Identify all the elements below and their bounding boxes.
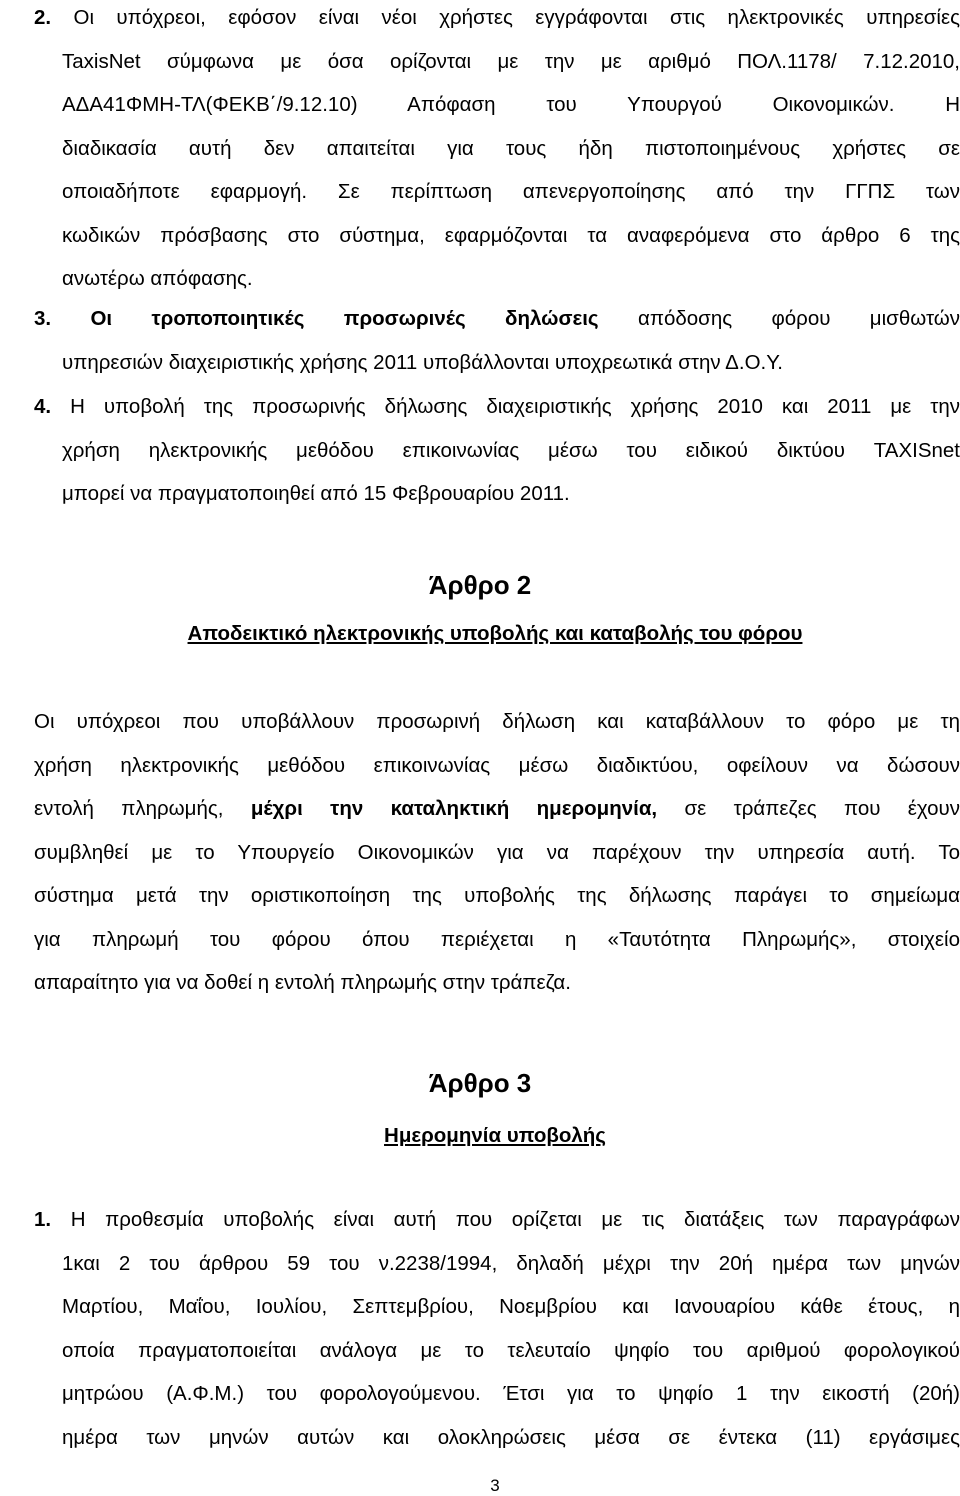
item-4-line-2: χρήση ηλεκτρονικής μεθόδου επικοινωνίας μέσω του ειδικού δικτύου TAXISnet <box>62 438 960 462</box>
article-3-line-1: 1. Η προθεσμία υποβολής είναι αυτή που ορίζεται με τις διατάξεις των παραγράφων <box>34 1208 960 1231</box>
item-3-line-2: υπηρεσιών διαχειριστικής χρήσης 2011 υποβάλλονται υποχρεωτικά στην Δ.Ο.Υ. <box>62 350 783 374</box>
page-number: 3 <box>490 1476 500 1495</box>
item-2-line-1: 2. Οι υπόχρεοι, εφόσον είναι νέοι χρήστες εγγράφονται στις ηλεκτρονικές υπηρεσίες <box>34 6 960 29</box>
item-2-line-5: οποιαδήποτε εφαρμογή. Σε περίπτωση απενεργοποίησης από την ΓΓΠΣ των <box>62 180 960 203</box>
deadline-emphasis: μέχρι την καταληκτική ημερομηνία, <box>250 797 658 820</box>
article-2-line-4: συμβληθεί με το Υπουργείο Οικονομικών για να παρέχουν την υπηρεσία αυτή. Το <box>34 840 960 864</box>
item-3-line-1: 3. Οι τροποποιητικές προσωρινές δηλώσεις απόδοσης φόρου μισθωτών <box>34 307 960 330</box>
item-4-paragraph <box>34 385 960 516</box>
article-3-title: Άρθρο 3 <box>428 1068 532 1098</box>
item-2-line-4: διαδικασία αυτή δεν απαιτείται για τους ήδη πιστοποιημένους χρήστες σε <box>62 136 960 160</box>
article-2-subtitle: Αποδεικτικό ηλεκτρονικής υποβολής και καταβολής του φόρου <box>187 622 803 645</box>
item-3-bold-lead: Οι τροποποιητικές προσωρινές δηλώσεις <box>90 307 599 330</box>
article-3-line-4: οποία πραγματοποιείται ανάλογα με το τελευταίο ψηφίο του αριθμού φορολογικού <box>62 1338 960 1362</box>
article-3-line-5: μητρώου (Α.Φ.Μ.) του φορολογούμενου. Έτσι για το ψηφίο 1 την εικοστή (20ή) <box>62 1382 960 1405</box>
article-2-paragraph <box>34 700 960 1005</box>
article-3-line-3: Μαρτίου, Μαΐου, Ιουλίου, Σεπτεμβρίου, Νοεμβρίου και Ιανουαρίου κάθε έτους, η <box>62 1295 960 1318</box>
item-4-number: 4. <box>34 395 52 418</box>
article-2-line-7: απαραίτητο για να δοθεί η εντολή πληρωμής στην τράπεζα. <box>34 971 571 994</box>
article-2-line-1: Οι υπόχρεοι που υποβάλλουν προσωρινή δήλωση και καταβάλλουν το φόρο με τη <box>34 710 960 733</box>
article-3-line-6: ημέρα των μηνών αυτών και ολοκληρώσεις μέσα σε έντεκα (11) εργάσιμες <box>62 1425 960 1449</box>
article-3-item-number: 1. <box>34 1208 52 1231</box>
item-3-paragraph <box>34 297 960 384</box>
article-3-line-2: 1και 2 του άρθρου 59 του ν.2238/1994, δηλαδή μέχρι την 20ή ημέρα των μηνών <box>62 1251 960 1275</box>
article-3-subtitle: Ημερομηνία υποβολής <box>384 1124 606 1147</box>
item-2-line-3: ΑΔΑ41ΦΜΗ-ΤΛ(ΦΕΚΒ΄/9.12.10) Απόφαση του Υπουργού Οικονομικών. Η <box>62 93 960 116</box>
item-3-number: 3. <box>34 307 52 330</box>
item-2-number: 2. <box>34 6 52 29</box>
article-2-title: Άρθρο 2 <box>428 570 532 600</box>
item-4-line-3: μπορεί να πραγματοποιηθεί από 15 Φεβρουαρίου 2011. <box>62 482 570 505</box>
article-2-line-3: εντολή πληρωμής, μέχρι την καταληκτική ημερομηνία, σε τράπεζες που έχουν <box>34 797 960 820</box>
item-2-line-2: TaxisNet σύμφωνα με όσα ορίζονται με την με αριθμό ΠΟΛ.1178/ 7.12.2010, <box>62 49 960 73</box>
article-3-paragraph <box>34 1198 960 1459</box>
article-2-line-6: για πληρωμή του φόρου όπου περιέχεται η «Ταυτότητα Πληρωμής», στοιχείο <box>34 927 960 951</box>
article-2-line-2: χρήση ηλεκτρονικής μεθόδου επικοινωνίας μέσω διαδικτύου, οφείλουν να δώσουν <box>34 753 960 777</box>
item-2-line-6: κωδικών πρόσβασης στο σύστημα, εφαρμόζονται τα αναφερόμενα στο άρθρο 6 της <box>62 223 960 247</box>
item-2-paragraph <box>34 0 960 301</box>
item-4-line-1: 4. Η υποβολή της προσωρινής δήλωσης διαχειριστικής χρήσης 2010 και 2011 με την <box>34 395 960 418</box>
article-2-line-5: σύστημα μετά την οριστικοποίηση της υποβολής της δήλωσης παράγει το σημείωμα <box>34 884 960 907</box>
item-2-line-7: ανωτέρω απόφασης. <box>62 267 253 290</box>
